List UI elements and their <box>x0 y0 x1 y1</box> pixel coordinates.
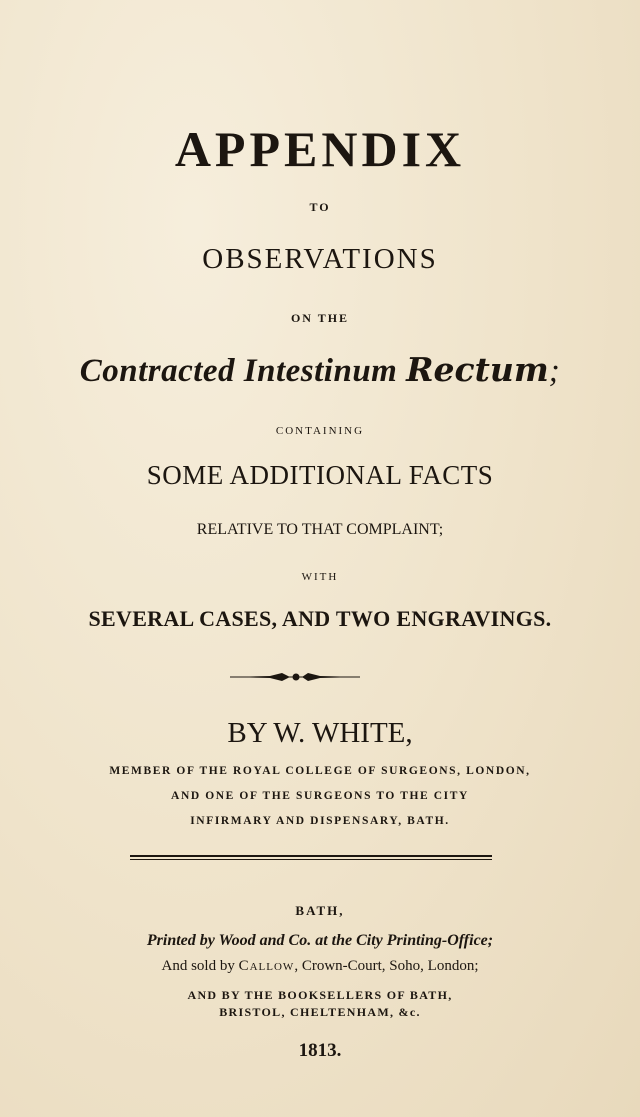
title-connector-on-the: ON THE <box>290 311 350 325</box>
printer-ornament-divider <box>230 671 360 683</box>
subtitle-facts: SOME ADDITIONAL FACTS <box>146 460 494 490</box>
imprint-sold-by <box>0 958 640 975</box>
author-credential-line: INFIRMARY AND DISPENSARY, BATH. <box>190 815 450 827</box>
imprint-sold-post: , Crown-Court, Soho, London; <box>294 958 479 974</box>
subtitle-cases: SEVERAL CASES, AND TWO ENGRAVINGS. <box>88 606 552 631</box>
main-title: APPENDIX <box>174 121 466 177</box>
title-connector-with: WITH <box>301 571 339 583</box>
subject-title-rectum: Rectum <box>406 350 549 389</box>
subject-title <box>0 350 640 390</box>
imprint-seller-name: Callow <box>238 958 295 974</box>
imprint-booksellers-line: AND BY THE BOOKSELLERS OF BATH, <box>187 988 453 1002</box>
title-connector-containing: CONTAINING <box>275 425 365 437</box>
author-line: BY W. WHITE, <box>227 717 413 749</box>
double-rule-bottom <box>130 859 492 860</box>
subject-title-part1: Contracted Intestinum <box>79 353 407 389</box>
publication-year: 1813. <box>298 1040 342 1061</box>
title-connector-to: TO <box>309 200 331 214</box>
author-credential-line: MEMBER OF THE ROYAL COLLEGE OF SURGEONS, LONDON, <box>109 765 531 777</box>
imprint-booksellers-line: BRISTOL, CHELTENHAM, &c. <box>219 1005 421 1019</box>
subtitle-relative: RELATIVE TO THAT COMPLAINT; <box>196 521 444 538</box>
imprint-sold-pre: And sold by <box>161 958 239 974</box>
double-rule-top <box>130 855 492 857</box>
imprint-printer: Printed by Wood and Co. at the City Printing-Office; <box>146 932 494 949</box>
subject-title-punct: ; <box>548 353 561 389</box>
work-title-observations: OBSERVATIONS <box>202 243 438 275</box>
author-credential-line: AND ONE OF THE SURGEONS TO THE CITY <box>171 790 469 802</box>
imprint-place: BATH, <box>295 903 345 918</box>
